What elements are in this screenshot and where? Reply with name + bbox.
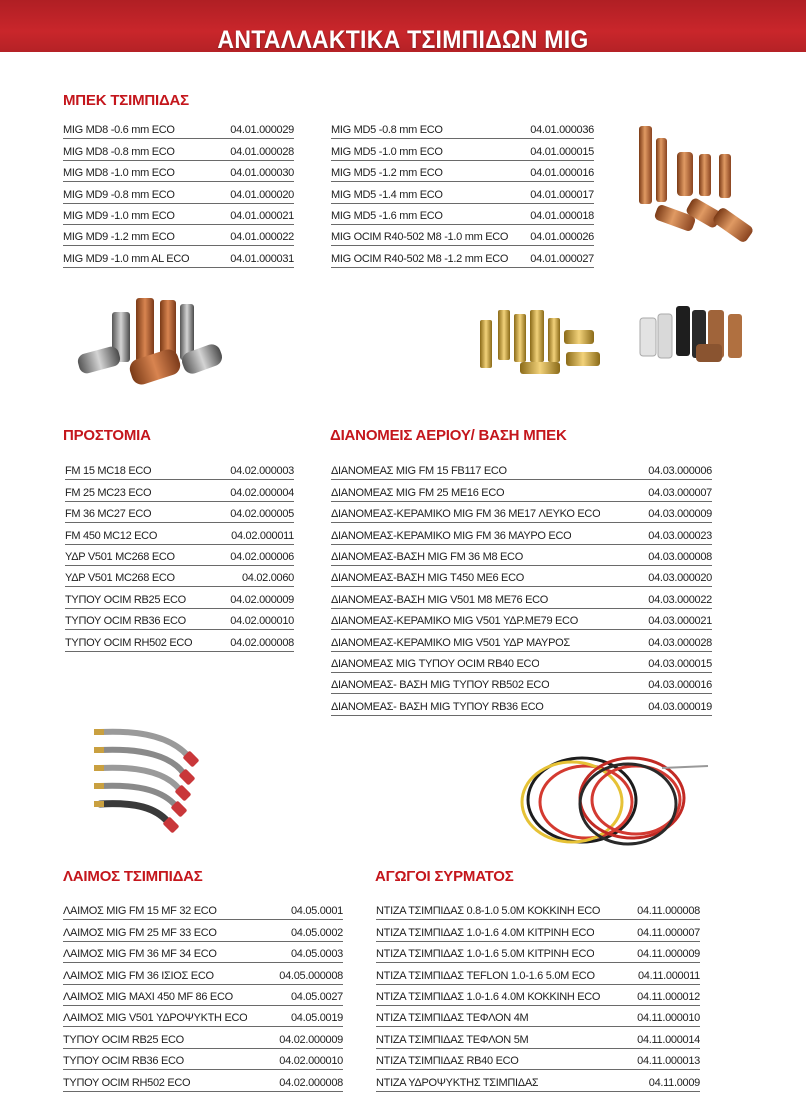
product-code: 04.01.000029 <box>230 124 294 137</box>
product-name: ΝΤΙΖΑ ΤΣΙΜΠΙΔΑΣ ΤΕΦΛΟΝ 4Μ <box>376 1012 529 1025</box>
table-row <box>63 246 294 267</box>
diffusers-table <box>331 459 712 716</box>
product-code: 04.03.000016 <box>648 679 712 692</box>
product-code: 04.11.000014 <box>637 1033 700 1046</box>
table-row <box>63 899 343 920</box>
table-row <box>331 118 594 139</box>
product-name: ΤΥΠΟΥ OCIM RB25 ECO <box>63 1033 184 1046</box>
product-name: ΝΤΙΖΑ ΤΣΙΜΠΙΔΑΣ 1.0-1.6 4.0Μ ΚΙΤΡΙΝΗ ECO <box>376 926 595 939</box>
product-code: 04.01.000015 <box>530 145 594 158</box>
product-name: MIG MD9 -1.0 mm ECO <box>63 209 175 222</box>
table-row <box>331 225 594 246</box>
table-row <box>65 609 294 630</box>
product-code: 04.02.000010 <box>279 1055 343 1068</box>
table-row <box>65 502 294 523</box>
product-code: 04.01.000022 <box>230 231 294 244</box>
product-name: MIG OCIM R40-502 M8 -1.2 mm ECO <box>331 252 509 265</box>
contact-tips-image <box>625 118 775 258</box>
table-row <box>331 459 712 480</box>
table-row <box>376 1006 700 1027</box>
table-row <box>63 1070 343 1091</box>
table-row <box>331 480 712 501</box>
product-name: MIG MD5 -1.0 mm ECO <box>331 145 443 158</box>
product-name: ΥΔΡ V501 MC268 ECO <box>65 550 175 563</box>
product-name: MIG MD8 -1.0 mm ECO <box>63 167 175 180</box>
table-row <box>331 545 712 566</box>
table-row <box>63 920 343 941</box>
liners-table <box>376 899 700 1092</box>
product-name: ΔΙΑΝΟΜΕΑΣ-ΒΑΣΗ MIG T450 ME6 ECO <box>331 572 524 585</box>
product-name: ΔΙΑΝΟΜΕΑΣ-ΚΕΡΑΜΙΚΟ MIG V501 ΥΔΡ ΜΑΥΡΟΣ <box>331 636 570 649</box>
product-code: 04.05.0027 <box>290 990 343 1003</box>
table-row <box>63 182 294 203</box>
product-name: ΔΙΑΝΟΜΕΑΣ MIG FM 15 FB117 ECO <box>331 465 507 478</box>
product-name: ΝΤΙΖΑ ΤΣΙΜΠΙΔΑΣ 1.0-1.6 5.0Μ ΚΙΤΡΙΝΗ ECO <box>376 948 595 961</box>
product-name: FM 25 MC23 ECO <box>65 486 152 499</box>
product-name: MIG MD5 -1.6 mm ECO <box>331 209 443 222</box>
table-row <box>331 694 712 715</box>
product-code: 04.11.0009 <box>648 1076 700 1089</box>
product-code: 04.05.000008 <box>279 969 343 982</box>
product-code: 04.02.000009 <box>230 593 294 606</box>
section-heading-liners: ΑΓΩΓΟΙ ΣΥΡΜΑΤΟΣ <box>375 868 514 885</box>
product-name: ΛΑΙΜΟΣ MIG FM 36 MF 34 ECO <box>63 948 217 961</box>
product-code: 04.05.0001 <box>290 905 343 918</box>
product-name: MIG MD5 -0.8 mm ECO <box>331 124 443 137</box>
product-name: ΤΥΠΟΥ OCIM RB36 ECO <box>65 615 186 628</box>
product-name: ΥΔΡ V501 MC268 ECO <box>65 572 175 585</box>
product-code: 04.05.0019 <box>290 1012 343 1025</box>
product-code: 04.03.000028 <box>648 636 712 649</box>
product-code: 04.05.0003 <box>290 948 343 961</box>
ceramic-diffusers-image <box>636 302 756 368</box>
table-row <box>331 246 594 267</box>
product-code: 04.02.000011 <box>231 529 294 542</box>
product-code: 04.11.000013 <box>637 1055 700 1068</box>
wire-liners-image <box>512 738 712 858</box>
table-row <box>376 899 700 920</box>
table-row <box>63 1027 343 1048</box>
product-name: ΔΙΑΝΟΜΕΑΣ-ΒΑΣΗ MIG FM 36 M8 ECO <box>331 550 523 563</box>
product-code: 04.11.000012 <box>637 990 700 1003</box>
section-heading-nozzles: ΠΡΟΣΤΟΜΙΑ <box>63 427 151 444</box>
section-heading-tips: ΜΠΕΚ ΤΣΙΜΠΙΔΑΣ <box>63 92 189 109</box>
product-name: MIG MD9 -0.8 mm ECO <box>63 188 175 201</box>
product-code: 04.01.000020 <box>230 188 294 201</box>
product-code: 04.03.000008 <box>648 550 712 563</box>
product-code: 04.02.000008 <box>279 1076 343 1089</box>
product-code: 04.03.000023 <box>648 529 712 542</box>
product-code: 04.03.000021 <box>648 615 712 628</box>
product-code: 04.01.000018 <box>530 209 594 222</box>
product-name: ΛΑΙΜΟΣ MIG V501 ΥΔΡΟΨΥΚΤΗ ECO <box>63 1012 248 1025</box>
product-name: ΝΤΙΖΑ ΤΣΙΜΠΙΔΑΣ ΤΕΦΛΟΝ 5Μ <box>376 1033 529 1046</box>
nozzles-table <box>65 459 294 652</box>
product-code: 04.01.000026 <box>530 231 594 244</box>
page-title: ΑΝΤΑΛΛΑΚΤΙΚΑ ΤΣΙΜΠΙΔΩΝ MIG <box>217 26 589 54</box>
product-name: ΔΙΑΝΟΜΕΑΣ-ΚΕΡΑΜΙΚΟ MIG FM 36 ME17 ΛΕΥΚΟ ECO <box>331 508 601 521</box>
product-name: MIG MD5 -1.2 mm ECO <box>331 167 443 180</box>
product-name: ΛΑΙΜΟΣ MIG FM 15 MF 32 ECO <box>63 905 217 918</box>
product-code: 04.03.000006 <box>648 465 712 478</box>
product-name: ΝΤΙΖΑ ΤΣΙΜΠΙΔΑΣ 0.8-1.0 5.0Μ ΚΟΚΚΙΝΗ ECO <box>376 905 601 918</box>
product-name: FM 36 MC27 ECO <box>65 508 152 521</box>
section-heading-necks: ΛΑΙΜΟΣ ΤΣΙΜΠΙΔΑΣ <box>63 868 203 885</box>
table-row <box>331 523 712 544</box>
product-name: FM 450 MC12 ECO <box>65 529 158 542</box>
product-name: ΔΙΑΝΟΜΕΑΣ-ΚΕΡΑΜΙΚΟ MIG V501 ΥΔΡ.ΜΕ79 ECO <box>331 615 578 628</box>
necks-table <box>63 899 343 1092</box>
product-name: MIG OCIM R40-502 M8 -1.0 mm ECO <box>331 231 509 244</box>
product-name: MIG MD9 -1.0 mm AL ECO <box>63 252 190 265</box>
product-code: 04.11.000007 <box>637 926 700 939</box>
product-code: 04.03.000007 <box>648 486 712 499</box>
table-row <box>331 587 712 608</box>
product-name: ΔΙΑΝΟΜΕΑΣ MIG ΤΥΠΟΥ OCIM RB40 ECO <box>331 657 540 670</box>
table-row <box>63 204 294 225</box>
table-row <box>331 566 712 587</box>
product-code: 04.02.000003 <box>230 465 294 478</box>
product-name: FM 15 MC18 ECO <box>65 465 152 478</box>
section-heading-diffusers: ΔΙΑΝΟΜΕΙΣ ΑΕΡΙΟΥ/ ΒΑΣΗ ΜΠΕΚ <box>330 427 567 444</box>
product-name: ΔΙΑΝΟΜΕΑΣ MIG FM 25 ME16 ECO <box>331 486 505 499</box>
product-name: MIG MD5 -1.4 mm ECO <box>331 188 443 201</box>
product-name: ΔΙΑΝΟΜΕΑΣ- ΒΑΣΗ MIG ΤΥΠΟΥ RB36 ECO <box>331 700 544 713</box>
product-code: 04.01.000027 <box>530 252 594 265</box>
table-row <box>65 459 294 480</box>
product-name: MIG MD9 -1.2 mm ECO <box>63 231 175 244</box>
product-code: 04.05.0002 <box>290 926 343 939</box>
product-name: ΔΙΑΝΟΜΕΑΣ-ΒΑΣΗ MIG V501 M8 ME76 ECO <box>331 593 549 606</box>
product-code: 04.11.000009 <box>637 948 700 961</box>
table-row <box>331 630 712 651</box>
tips-table-left <box>63 118 294 268</box>
table-row <box>376 920 700 941</box>
table-row <box>63 139 294 160</box>
product-code: 04.01.000030 <box>230 167 294 180</box>
table-row <box>331 652 712 673</box>
product-code: 04.01.000036 <box>530 124 594 137</box>
product-name: ΛΑΙΜΟΣ MIG MAXI 450 MF 86 ECO <box>63 990 233 1003</box>
table-row <box>376 963 700 984</box>
product-code: 04.03.000019 <box>648 700 712 713</box>
product-code: 04.03.000020 <box>648 572 712 585</box>
product-name: ΝΤΙΖΑ ΤΣΙΜΠΙΔΑΣ RB40 ECO <box>376 1055 519 1068</box>
product-name: ΝΤΙΖΑ ΤΣΙΜΠΙΔΑΣ TEFLON 1.0-1.6 5.0Μ ECO <box>376 969 595 982</box>
product-code: 04.03.000022 <box>648 593 712 606</box>
product-code: 04.03.000009 <box>648 508 712 521</box>
table-row <box>63 161 294 182</box>
table-row <box>63 1006 343 1027</box>
table-row <box>63 985 343 1006</box>
product-code: 04.11.000010 <box>637 1012 700 1025</box>
product-code: 04.01.000031 <box>230 252 294 265</box>
table-row <box>331 204 594 225</box>
product-name: ΤΥΠΟΥ OCIM RH502 ECO <box>63 1076 191 1089</box>
product-code: 04.02.000010 <box>230 615 294 628</box>
product-name: ΛΑΙΜΟΣ MIG FM 25 MF 33 ECO <box>63 926 217 939</box>
table-row <box>331 609 712 630</box>
product-code: 04.02.0060 <box>241 572 294 585</box>
table-row <box>65 545 294 566</box>
product-name: MIG MD8 -0.8 mm ECO <box>63 145 175 158</box>
product-code: 04.11.000011 <box>637 969 700 982</box>
product-code: 04.03.000015 <box>648 657 712 670</box>
product-code: 04.02.000008 <box>230 636 294 649</box>
product-code: 04.01.000021 <box>230 209 294 222</box>
product-code: 04.02.000009 <box>279 1033 343 1046</box>
product-code: 04.01.000017 <box>530 188 594 201</box>
table-row <box>65 587 294 608</box>
table-row <box>65 523 294 544</box>
product-code: 04.11.000008 <box>637 905 700 918</box>
nozzles-image <box>72 292 230 396</box>
product-name: ΔΙΑΝΟΜΕΑΣ- ΒΑΣΗ MIG ΤΥΠΟΥ RB502 ECO <box>331 679 550 692</box>
product-code: 04.02.000006 <box>230 550 294 563</box>
product-name: ΤΥΠΟΥ OCIM RB25 ECO <box>65 593 186 606</box>
product-name: ΤΥΠΟΥ OCIM RH502 ECO <box>65 636 193 649</box>
table-row <box>63 942 343 963</box>
table-row <box>376 985 700 1006</box>
table-row <box>376 1049 700 1070</box>
product-name: ΔΙΑΝΟΜΕΑΣ-ΚΕΡΑΜΙΚΟ MIG FM 36 ΜΑΥΡΟ ECO <box>331 529 572 542</box>
product-name: ΤΥΠΟΥ OCIM RB36 ECO <box>63 1055 184 1068</box>
table-row <box>63 225 294 246</box>
product-name: ΝΤΙΖΑ ΥΔΡΟΨΥΚΤΗΣ ΤΣΙΜΠΙΔΑΣ <box>376 1076 539 1089</box>
product-name: ΛΑΙΜΟΣ MIG FM 36 ΙΣΙΟΣ ECO <box>63 969 214 982</box>
table-row <box>63 1049 343 1070</box>
table-row <box>376 942 700 963</box>
table-row <box>63 963 343 984</box>
product-name: ΝΤΙΖΑ ΤΣΙΜΠΙΔΑΣ 1.0-1.6 4.0Μ ΚΟΚΚΙΝΗ ECO <box>376 990 601 1003</box>
tips-table-right <box>331 118 594 268</box>
table-row <box>331 182 594 203</box>
product-code: 04.02.000005 <box>230 508 294 521</box>
table-row <box>376 1070 700 1091</box>
torch-necks-image <box>92 712 222 842</box>
table-row <box>65 566 294 587</box>
product-code: 04.02.000004 <box>230 486 294 499</box>
table-row <box>331 161 594 182</box>
table-row <box>65 630 294 651</box>
brass-diffusers-image <box>470 300 610 390</box>
table-row <box>63 118 294 139</box>
table-row <box>65 480 294 501</box>
table-row <box>331 502 712 523</box>
table-row <box>376 1027 700 1048</box>
product-name: MIG MD8 -0.6 mm ECO <box>63 124 175 137</box>
table-row <box>331 139 594 160</box>
table-row <box>331 673 712 694</box>
product-code: 04.01.000028 <box>230 145 294 158</box>
product-code: 04.01.000016 <box>530 167 594 180</box>
